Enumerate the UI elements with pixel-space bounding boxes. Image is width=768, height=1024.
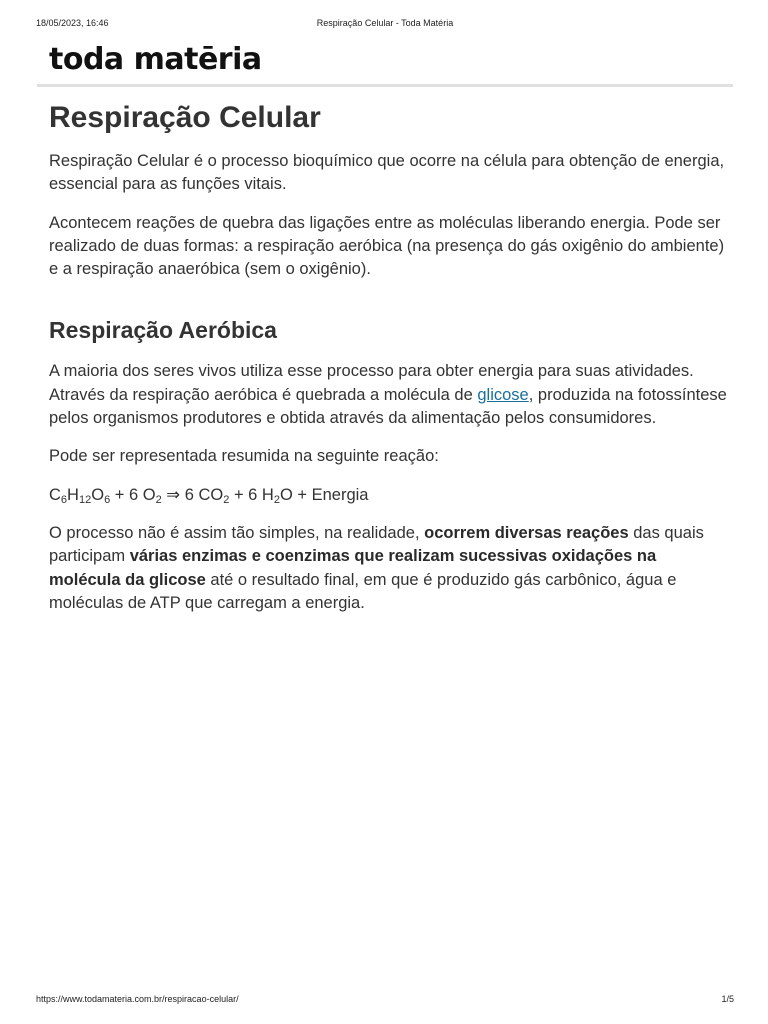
header-divider bbox=[37, 84, 733, 87]
intro-paragraph-2: Acontecem reações de quebra das ligações entre as moléculas liberando energia. Pode ser realizado de duas formas: a respiração aeróbica (na presença do gás oxigênio do ambiente) e a respiração anaeróbica (sem o oxigênio). bbox=[49, 213, 725, 279]
print-doc-title: Respiração Celular - Toda Matéria bbox=[316, 18, 454, 28]
aerobic-p1-text-after: , produzida na fotossíntese pelos organismos produtores e obtida através da alimentação pelos consumidores. bbox=[49, 385, 727, 428]
aerobic-paragraph-2: Pode ser representada resumida na seguinte reação: bbox=[49, 447, 439, 466]
eq-h-sub: 12 bbox=[78, 493, 92, 506]
aerobic-paragraph-3 bbox=[49, 522, 729, 615]
aerobic-p3-end: até o resultado final, em que é produzido gás carbônico, água e moléculas de ATP que carregam a energia. bbox=[49, 570, 677, 612]
print-footer bbox=[36, 994, 734, 1006]
print-header bbox=[36, 18, 734, 30]
intro-paragraph-1: Respiração Celular é o processo bioquímico que ocorre na célula para obtenção de energia, essencial para as funções vitais. bbox=[49, 152, 725, 194]
section-heading-aerobic: Respiração Aeróbica bbox=[49, 317, 277, 344]
eq-co2-sub: 2 bbox=[223, 493, 230, 506]
print-url: https://www.todamateria.com.br/respiracao-celular/ bbox=[36, 994, 239, 1004]
aerobic-p3-bold-2: várias enzimas e coenzimas que realizam sucessivas oxidações na molécula da glicose bbox=[49, 547, 657, 589]
eq-plus-h2o: + 6 H bbox=[229, 485, 274, 504]
eq-o-sub: 6 bbox=[104, 493, 111, 506]
eq-h2o-sub: 2 bbox=[273, 493, 280, 506]
eq-o2-sub: 2 bbox=[155, 493, 162, 506]
site-logo[interactable]: toda matēria bbox=[49, 42, 262, 77]
eq-tail: O + Energia bbox=[279, 485, 369, 504]
eq-c: C bbox=[49, 485, 61, 504]
print-datetime: 18/05/2023, 16:46 bbox=[36, 18, 109, 28]
aerobic-p3-mid: das quais participam bbox=[49, 523, 704, 566]
eq-h: H bbox=[67, 485, 79, 504]
article-content bbox=[49, 98, 729, 615]
eq-c-sub: 6 bbox=[60, 493, 68, 506]
print-page-number: 1/5 bbox=[721, 994, 734, 1004]
eq-o: O bbox=[91, 485, 105, 504]
article-title: Respiração Celular bbox=[49, 101, 321, 134]
eq-arrow-co2: ⇒ 6 CO bbox=[161, 485, 224, 504]
aerobic-p3-start: O processo não é assim tão simples, na realidade, bbox=[49, 523, 425, 542]
aerobic-paragraph-1 bbox=[49, 360, 729, 430]
eq-plus-o2: + 6 O bbox=[110, 485, 156, 504]
aerobic-p3-bold-1: ocorrem diversas reações bbox=[424, 523, 629, 542]
aerobic-p1-text-before: A maioria dos seres vivos utiliza esse processo para obter energia para suas atividades. Através da respiração aeróbica é quebrada a molécula de bbox=[49, 362, 694, 404]
glicose-link[interactable]: glicose bbox=[477, 385, 529, 404]
reaction-equation bbox=[49, 484, 729, 507]
